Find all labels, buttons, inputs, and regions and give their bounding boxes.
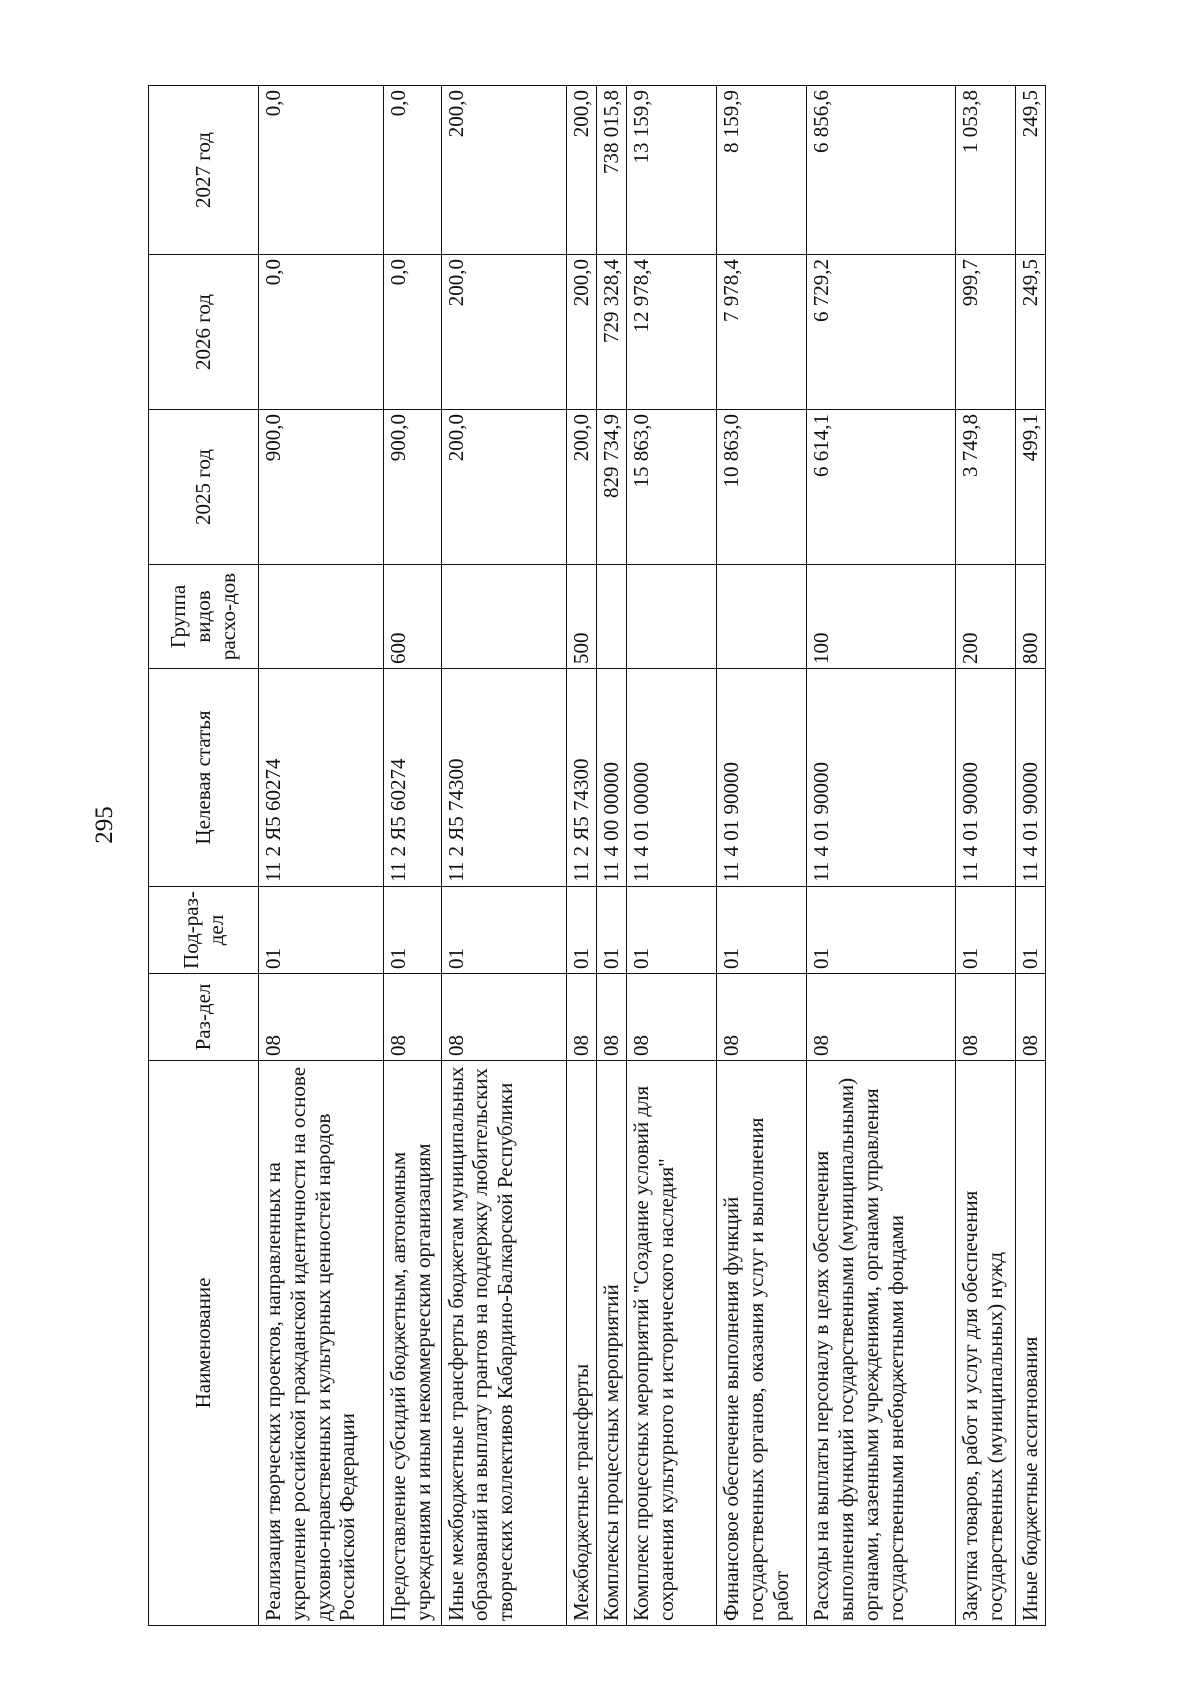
row-target-article: 11 4 01 00000 — [626, 669, 716, 887]
table-row — [955, 86, 1015, 1626]
row-2025: 6 614,1 — [807, 410, 956, 565]
row-2026: 0,0 — [384, 255, 441, 410]
header-2025: 2025 год — [149, 410, 259, 565]
row-razdel: 08 — [626, 974, 716, 1061]
table-row — [717, 86, 807, 1626]
row-2026: 200,0 — [567, 255, 597, 410]
row-podrazdel: 01 — [259, 887, 384, 974]
row-podrazdel: 01 — [717, 887, 807, 974]
row-2027: 1 053,8 — [955, 86, 1015, 255]
page-number: 295 — [91, 806, 118, 844]
row-podrazdel: 01 — [567, 887, 597, 974]
row-target-article: 11 2 Я5 60274 — [259, 669, 384, 887]
header-podrazdel: Под-раз-дел — [149, 887, 259, 974]
budget-table-container — [148, 86, 1046, 1626]
row-2027: 0,0 — [384, 86, 441, 255]
row-2026: 729 328,4 — [596, 255, 626, 410]
row-name: Межбюджетные трансферты — [567, 1061, 597, 1626]
row-podrazdel: 01 — [384, 887, 441, 974]
row-target-article: 11 4 01 90000 — [717, 669, 807, 887]
row-2026: 999,7 — [955, 255, 1015, 410]
row-2027: 0,0 — [259, 86, 384, 255]
row-target-article: 11 2 Я5 60274 — [384, 669, 441, 887]
row-2027: 738 015,8 — [596, 86, 626, 255]
row-podrazdel: 01 — [596, 887, 626, 974]
row-2027: 200,0 — [441, 86, 566, 255]
row-2025: 10 863,0 — [717, 410, 807, 565]
row-podrazdel: 01 — [807, 887, 956, 974]
row-name: Комплексы процессных мероприятий — [596, 1061, 626, 1626]
row-name: Расходы на выплаты персоналу в целях обеспечения выполнения функций государственными (муниципальными) органами, казенными учреждениями, органами управления государственными внебюджетными фондами — [807, 1061, 956, 1626]
table-row — [1016, 86, 1046, 1626]
header-expense-group: Группа видов расхо-дов — [149, 565, 259, 669]
row-expense-group: 100 — [807, 565, 956, 669]
row-expense-group: 500 — [567, 565, 597, 669]
row-target-article: 11 4 01 90000 — [1016, 669, 1046, 887]
row-2027: 8 159,9 — [717, 86, 807, 255]
row-razdel: 08 — [955, 974, 1015, 1061]
row-2027: 200,0 — [567, 86, 597, 255]
row-razdel: 08 — [259, 974, 384, 1061]
row-name: Иные межбюджетные трансферты бюджетам муниципальных образований на выплату грантов на поддержку любительских творческих коллективов Кабардино-Балкарской Республики — [441, 1061, 566, 1626]
row-2025: 200,0 — [567, 410, 597, 565]
table-row — [626, 86, 716, 1626]
table-row — [807, 86, 956, 1626]
row-razdel: 08 — [441, 974, 566, 1061]
row-podrazdel: 01 — [441, 887, 566, 974]
header-target-article: Целевая статья — [149, 669, 259, 887]
row-name: Реализация творческих проектов, направленных на укрепление российской гражданской идентичности на основе духовно-нравственных и культурных ценностей народов Российской Федерации — [259, 1061, 384, 1626]
row-target-article: 11 2 Я5 74300 — [567, 669, 597, 887]
table-row — [384, 86, 441, 1626]
row-2025: 499,1 — [1016, 410, 1046, 565]
row-2025: 15 863,0 — [626, 410, 716, 565]
table-row — [259, 86, 384, 1626]
header-2027: 2027 год — [149, 86, 259, 255]
row-podrazdel: 01 — [955, 887, 1015, 974]
row-2025: 900,0 — [259, 410, 384, 565]
row-razdel: 08 — [1016, 974, 1046, 1061]
row-target-article: 11 4 00 00000 — [596, 669, 626, 887]
row-expense-group — [259, 565, 384, 669]
row-podrazdel: 01 — [626, 887, 716, 974]
row-name: Предоставление субсидий бюджетным, автономным учреждениям и иным некоммерческим организациям — [384, 1061, 441, 1626]
header-razdel: Раз-дел — [149, 974, 259, 1061]
row-razdel: 08 — [596, 974, 626, 1061]
row-2027: 6 856,6 — [807, 86, 956, 255]
table-row — [567, 86, 597, 1626]
row-expense-group — [717, 565, 807, 669]
row-2026: 249,5 — [1016, 255, 1046, 410]
row-razdel: 08 — [717, 974, 807, 1061]
header-2026: 2026 год — [149, 255, 259, 410]
row-2025: 3 749,8 — [955, 410, 1015, 565]
row-2026: 0,0 — [259, 255, 384, 410]
row-name: Комплекс процессных мероприятий "Создание условий для сохранения культурного и исторического наследия" — [626, 1061, 716, 1626]
header-name: Наименование — [149, 1061, 259, 1626]
row-2025: 200,0 — [441, 410, 566, 565]
row-target-article: 11 2 Я5 74300 — [441, 669, 566, 887]
row-expense-group: 800 — [1016, 565, 1046, 669]
row-2026: 200,0 — [441, 255, 566, 410]
budget-table — [148, 85, 1046, 1626]
row-podrazdel: 01 — [1016, 887, 1046, 974]
row-name: Финансовое обеспечение выполнения функций государственных органов, оказания услуг и выполнения работ — [717, 1061, 807, 1626]
row-expense-group: 600 — [384, 565, 441, 669]
row-name: Закупка товаров, работ и услуг для обеспечения государственных (муниципальных) нужд — [955, 1061, 1015, 1626]
row-2025: 829 734,9 — [596, 410, 626, 565]
row-expense-group — [596, 565, 626, 669]
row-name: Иные бюджетные ассигнования — [1016, 1061, 1046, 1626]
row-razdel: 08 — [384, 974, 441, 1061]
row-target-article: 11 4 01 90000 — [807, 669, 956, 887]
row-target-article: 11 4 01 90000 — [955, 669, 1015, 887]
row-2027: 13 159,9 — [626, 86, 716, 255]
row-expense-group — [441, 565, 566, 669]
header-row — [149, 86, 259, 1626]
row-razdel: 08 — [567, 974, 597, 1061]
row-2026: 12 978,4 — [626, 255, 716, 410]
table-row — [596, 86, 626, 1626]
row-razdel: 08 — [807, 974, 956, 1061]
row-2026: 7 978,4 — [717, 255, 807, 410]
row-2026: 6 729,2 — [807, 255, 956, 410]
row-expense-group — [626, 565, 716, 669]
table-row — [441, 86, 566, 1626]
row-2027: 249,5 — [1016, 86, 1046, 255]
row-2025: 900,0 — [384, 410, 441, 565]
row-expense-group: 200 — [955, 565, 1015, 669]
